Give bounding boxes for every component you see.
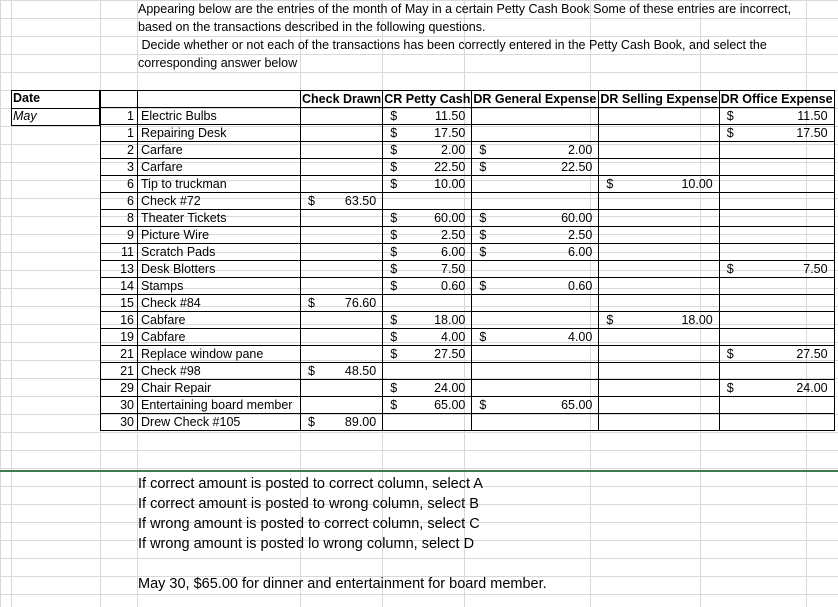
instructions-line: Decide whether or not each of the transactions has been correctly entered in the Petty Cash Book, and select the	[138, 38, 767, 52]
amount-value: 0.60	[441, 279, 466, 293]
cell-check	[301, 125, 383, 142]
cell-check	[301, 142, 383, 159]
cell-off	[719, 125, 834, 142]
instructions-line: based on the transactions described in the following questions.	[138, 20, 486, 34]
cell-sell	[599, 142, 719, 159]
amount-value: 27.50	[434, 347, 466, 361]
cell-sell	[599, 312, 719, 329]
row-day: 1	[101, 125, 138, 142]
cell-check	[301, 159, 383, 176]
cell-sell	[599, 414, 719, 431]
cell-check	[301, 397, 383, 414]
cell-check	[301, 414, 383, 431]
header-dr-general: DR General Expense	[472, 91, 599, 108]
currency-sign: $	[308, 415, 315, 429]
table-row	[101, 244, 835, 261]
row-day: 1	[101, 108, 138, 125]
row-day: 30	[101, 414, 138, 431]
cell-off	[719, 397, 834, 414]
cell-sell	[599, 363, 719, 380]
cell-off	[719, 176, 834, 193]
row-description: Scratch Pads	[138, 244, 301, 261]
amount-value: 60.00	[434, 211, 466, 225]
cell-check	[301, 278, 383, 295]
row-description: Desk Blotters	[138, 261, 301, 278]
amount-value: 24.00	[796, 381, 828, 395]
row-description: Cabfare	[138, 312, 301, 329]
table-row	[101, 142, 835, 159]
cell-gen	[472, 193, 599, 210]
cell-off	[719, 312, 834, 329]
cell-gen	[472, 346, 599, 363]
table-row	[101, 108, 835, 125]
cell-check	[301, 380, 383, 397]
section-divider	[0, 470, 838, 472]
row-day: 2	[101, 142, 138, 159]
cell-sell	[599, 295, 719, 312]
cell-off	[719, 210, 834, 227]
question-text: May 30, $65.00 for dinner and entertainment for board member.	[138, 576, 547, 592]
cell-check	[301, 210, 383, 227]
amount-value: 4.00	[568, 330, 593, 344]
cell-off	[719, 193, 834, 210]
cell-cr	[383, 397, 472, 414]
cell-off	[719, 329, 834, 346]
header-description	[138, 91, 301, 108]
row-day: 11	[101, 244, 138, 261]
cell-sell	[599, 244, 719, 261]
amount-value: 11.50	[434, 109, 466, 123]
date-header: Date	[13, 91, 41, 105]
cell-off	[719, 108, 834, 125]
cell-sell	[599, 108, 719, 125]
row-day: 21	[101, 363, 138, 380]
header-cr-petty-cash: CR Petty Cash	[384, 92, 471, 106]
amount-value: 6.00	[568, 245, 593, 259]
cell-off	[719, 295, 834, 312]
currency-sign: $	[390, 347, 398, 361]
amount-value: 6.00	[441, 245, 466, 259]
cell-cr	[383, 108, 472, 125]
currency-sign: $	[726, 109, 734, 123]
header-day	[101, 91, 138, 108]
cell-gen	[472, 261, 599, 278]
currency-sign: $	[390, 381, 398, 395]
cell-check	[301, 227, 383, 244]
currency-sign: $	[390, 330, 398, 344]
amount-value: 10.00	[681, 177, 713, 191]
cell-gen	[472, 278, 599, 295]
table-row	[101, 227, 835, 244]
cell-gen	[472, 159, 599, 176]
cell-gen	[472, 108, 599, 125]
amount-value: 60.00	[561, 211, 593, 225]
row-description: Carfare	[138, 159, 301, 176]
amount-value: 22.50	[561, 160, 593, 174]
currency-sign: $	[726, 381, 734, 395]
cell-cr	[383, 159, 472, 176]
cell-cr	[383, 176, 472, 193]
amount-value: 2.00	[568, 143, 593, 157]
row-description: Check #84	[138, 295, 301, 312]
row-description: Tip to truckman	[138, 176, 301, 193]
amount-value: 2.50	[568, 228, 593, 242]
amount-value: 24.00	[434, 381, 466, 395]
cell-check	[301, 346, 383, 363]
cell-cr	[383, 227, 472, 244]
cell-check	[301, 193, 383, 210]
currency-sign: $	[308, 296, 315, 310]
cell-cr	[383, 329, 472, 346]
cell-gen	[472, 380, 599, 397]
cell-cr	[383, 414, 472, 431]
currency-sign: $	[308, 194, 315, 208]
currency-sign: $	[479, 245, 487, 259]
currency-sign: $	[390, 228, 398, 242]
cell-check	[301, 329, 383, 346]
cell-cr	[383, 295, 472, 312]
amount-value: 27.50	[796, 347, 828, 361]
currency-sign: $	[726, 347, 734, 361]
cell-check	[301, 312, 383, 329]
row-description: Carfare	[138, 142, 301, 159]
amount-value: 7.50	[441, 262, 466, 276]
amount-value: 7.50	[803, 262, 828, 276]
currency-sign: $	[479, 160, 487, 174]
currency-sign: $	[390, 262, 398, 276]
cell-check	[301, 295, 383, 312]
cell-sell	[599, 193, 719, 210]
amount-value: 76.60	[344, 296, 377, 310]
cell-sell	[599, 176, 719, 193]
currency-sign: $	[479, 330, 487, 344]
table-row	[101, 210, 835, 227]
cell-cr	[383, 363, 472, 380]
currency-sign: $	[479, 228, 487, 242]
table-row	[101, 295, 835, 312]
table-row	[101, 397, 835, 414]
table-row	[101, 363, 835, 380]
row-description: Drew Check #105	[138, 414, 301, 431]
row-description: Stamps	[138, 278, 301, 295]
cell-cr	[383, 210, 472, 227]
cell-cr	[383, 125, 472, 142]
row-day: 6	[101, 193, 138, 210]
row-description: Entertaining board member	[138, 397, 301, 414]
amount-value: 2.00	[441, 143, 466, 157]
currency-sign: $	[390, 177, 398, 191]
cell-cr	[383, 346, 472, 363]
cell-off	[719, 363, 834, 380]
row-description: Theater Tickets	[138, 210, 301, 227]
choice-c: If wrong amount is posted to correct column, select C	[138, 516, 480, 532]
amount-value: 18.00	[434, 313, 466, 327]
row-description: Picture Wire	[138, 227, 301, 244]
cell-sell	[599, 329, 719, 346]
currency-sign: $	[390, 245, 398, 259]
petty-cash-table	[100, 90, 835, 431]
amount-value: 2.50	[441, 228, 466, 242]
row-day: 3	[101, 159, 138, 176]
row-day: 15	[101, 295, 138, 312]
header-dr-selling: DR Selling Expense	[600, 92, 718, 106]
amount-value: 0.60	[568, 279, 593, 293]
amount-value: 18.00	[681, 313, 713, 327]
cell-sell	[599, 125, 719, 142]
currency-sign: $	[479, 211, 487, 225]
cell-cr	[383, 278, 472, 295]
table-row	[101, 414, 835, 431]
row-description: Replace window pane	[138, 346, 301, 363]
table-row	[101, 278, 835, 295]
answer-choices	[138, 474, 483, 554]
amount-value: 4.00	[441, 330, 466, 344]
amount-value: 63.50	[344, 194, 377, 208]
row-description: Check #72	[138, 193, 301, 210]
row-day: 6	[101, 176, 138, 193]
cell-check	[301, 244, 383, 261]
cell-off	[719, 142, 834, 159]
amount-value: 65.00	[434, 398, 466, 412]
instructions	[137, 0, 828, 72]
cell-check	[301, 261, 383, 278]
currency-sign: $	[390, 126, 398, 140]
row-description: Electric Bulbs	[138, 108, 301, 125]
row-day: 8	[101, 210, 138, 227]
cell-off	[719, 346, 834, 363]
table-row	[101, 380, 835, 397]
table-row	[101, 312, 835, 329]
cell-gen	[472, 329, 599, 346]
month-label: May	[13, 109, 37, 123]
table-row	[101, 329, 835, 346]
cell-cr	[383, 312, 472, 329]
currency-sign: $	[390, 279, 398, 293]
row-day: 30	[101, 397, 138, 414]
cell-off	[719, 278, 834, 295]
currency-sign: $	[390, 109, 398, 123]
cell-off	[719, 244, 834, 261]
cell-cr	[383, 261, 472, 278]
cell-off	[719, 380, 834, 397]
cell-check	[301, 176, 383, 193]
cell-gen	[472, 312, 599, 329]
cell-cr	[383, 193, 472, 210]
cell-check	[301, 363, 383, 380]
currency-sign: $	[390, 160, 398, 174]
currency-sign: $	[308, 364, 315, 378]
choice-d: If wrong amount is posted lo wrong column, select D	[138, 536, 475, 552]
cell-sell	[599, 397, 719, 414]
table-row	[101, 261, 835, 278]
amount-value: 22.50	[434, 160, 466, 174]
cell-gen	[472, 210, 599, 227]
currency-sign: $	[726, 126, 734, 140]
currency-sign: $	[390, 398, 398, 412]
cell-cr	[383, 142, 472, 159]
amount-value: 48.50	[344, 364, 377, 378]
amount-value: 89.00	[344, 415, 377, 429]
header-check-drawn: Check Drawn	[302, 92, 382, 106]
currency-sign: $	[479, 143, 487, 157]
row-day: 16	[101, 312, 138, 329]
currency-sign: $	[390, 313, 398, 327]
cell-sell	[599, 346, 719, 363]
cell-sell	[599, 380, 719, 397]
row-description: Check #98	[138, 363, 301, 380]
row-day: 13	[101, 261, 138, 278]
currency-sign: $	[390, 143, 398, 157]
currency-sign: $	[479, 398, 487, 412]
cell-gen	[472, 244, 599, 261]
table-header-row	[101, 91, 835, 108]
cell-sell	[599, 261, 719, 278]
amount-value: 11.50	[797, 109, 828, 123]
cell-gen	[472, 125, 599, 142]
cell-sell	[599, 210, 719, 227]
row-day: 21	[101, 346, 138, 363]
amount-value: 10.00	[434, 177, 466, 191]
cell-gen	[472, 227, 599, 244]
cell-sell	[599, 159, 719, 176]
row-day: 19	[101, 329, 138, 346]
cell-gen	[472, 363, 599, 380]
currency-sign: $	[479, 279, 487, 293]
cell-check	[301, 108, 383, 125]
cell-off	[719, 414, 834, 431]
cell-off	[719, 159, 834, 176]
currency-sign: $	[606, 313, 614, 327]
table-row	[101, 125, 835, 142]
table-row	[101, 159, 835, 176]
currency-sign: $	[606, 177, 614, 191]
currency-sign: $	[390, 211, 398, 225]
currency-sign: $	[726, 262, 734, 276]
choice-b: If correct amount is posted to wrong column, select B	[138, 496, 479, 512]
cell-gen	[472, 142, 599, 159]
cell-gen	[472, 295, 599, 312]
row-description: Chair Repair	[138, 380, 301, 397]
cell-gen	[472, 176, 599, 193]
amount-value: 17.50	[434, 126, 466, 140]
row-description: Repairing Desk	[138, 125, 301, 142]
amount-value: 17.50	[796, 126, 828, 140]
cell-gen	[472, 414, 599, 431]
choice-a: If correct amount is posted to correct column, select A	[138, 476, 483, 492]
cell-off	[719, 261, 834, 278]
header-dr-office: DR Office Expense	[720, 92, 833, 106]
cell-cr	[383, 380, 472, 397]
cell-cr	[383, 244, 472, 261]
cell-gen	[472, 397, 599, 414]
row-day: 9	[101, 227, 138, 244]
cell-sell	[599, 227, 719, 244]
row-day: 14	[101, 278, 138, 295]
row-day: 29	[101, 380, 138, 397]
instructions-line: corresponding answer below	[138, 56, 298, 70]
instructions-line: Appearing below are the entries of the month of May in a certain Petty Cash Book Some of these entries are incorrect,	[138, 2, 792, 16]
cell-sell	[599, 278, 719, 295]
table-row	[101, 193, 835, 210]
cell-off	[719, 227, 834, 244]
table-row	[101, 346, 835, 363]
row-description: Cabfare	[138, 329, 301, 346]
amount-value: 65.00	[561, 398, 593, 412]
table-row	[101, 176, 835, 193]
